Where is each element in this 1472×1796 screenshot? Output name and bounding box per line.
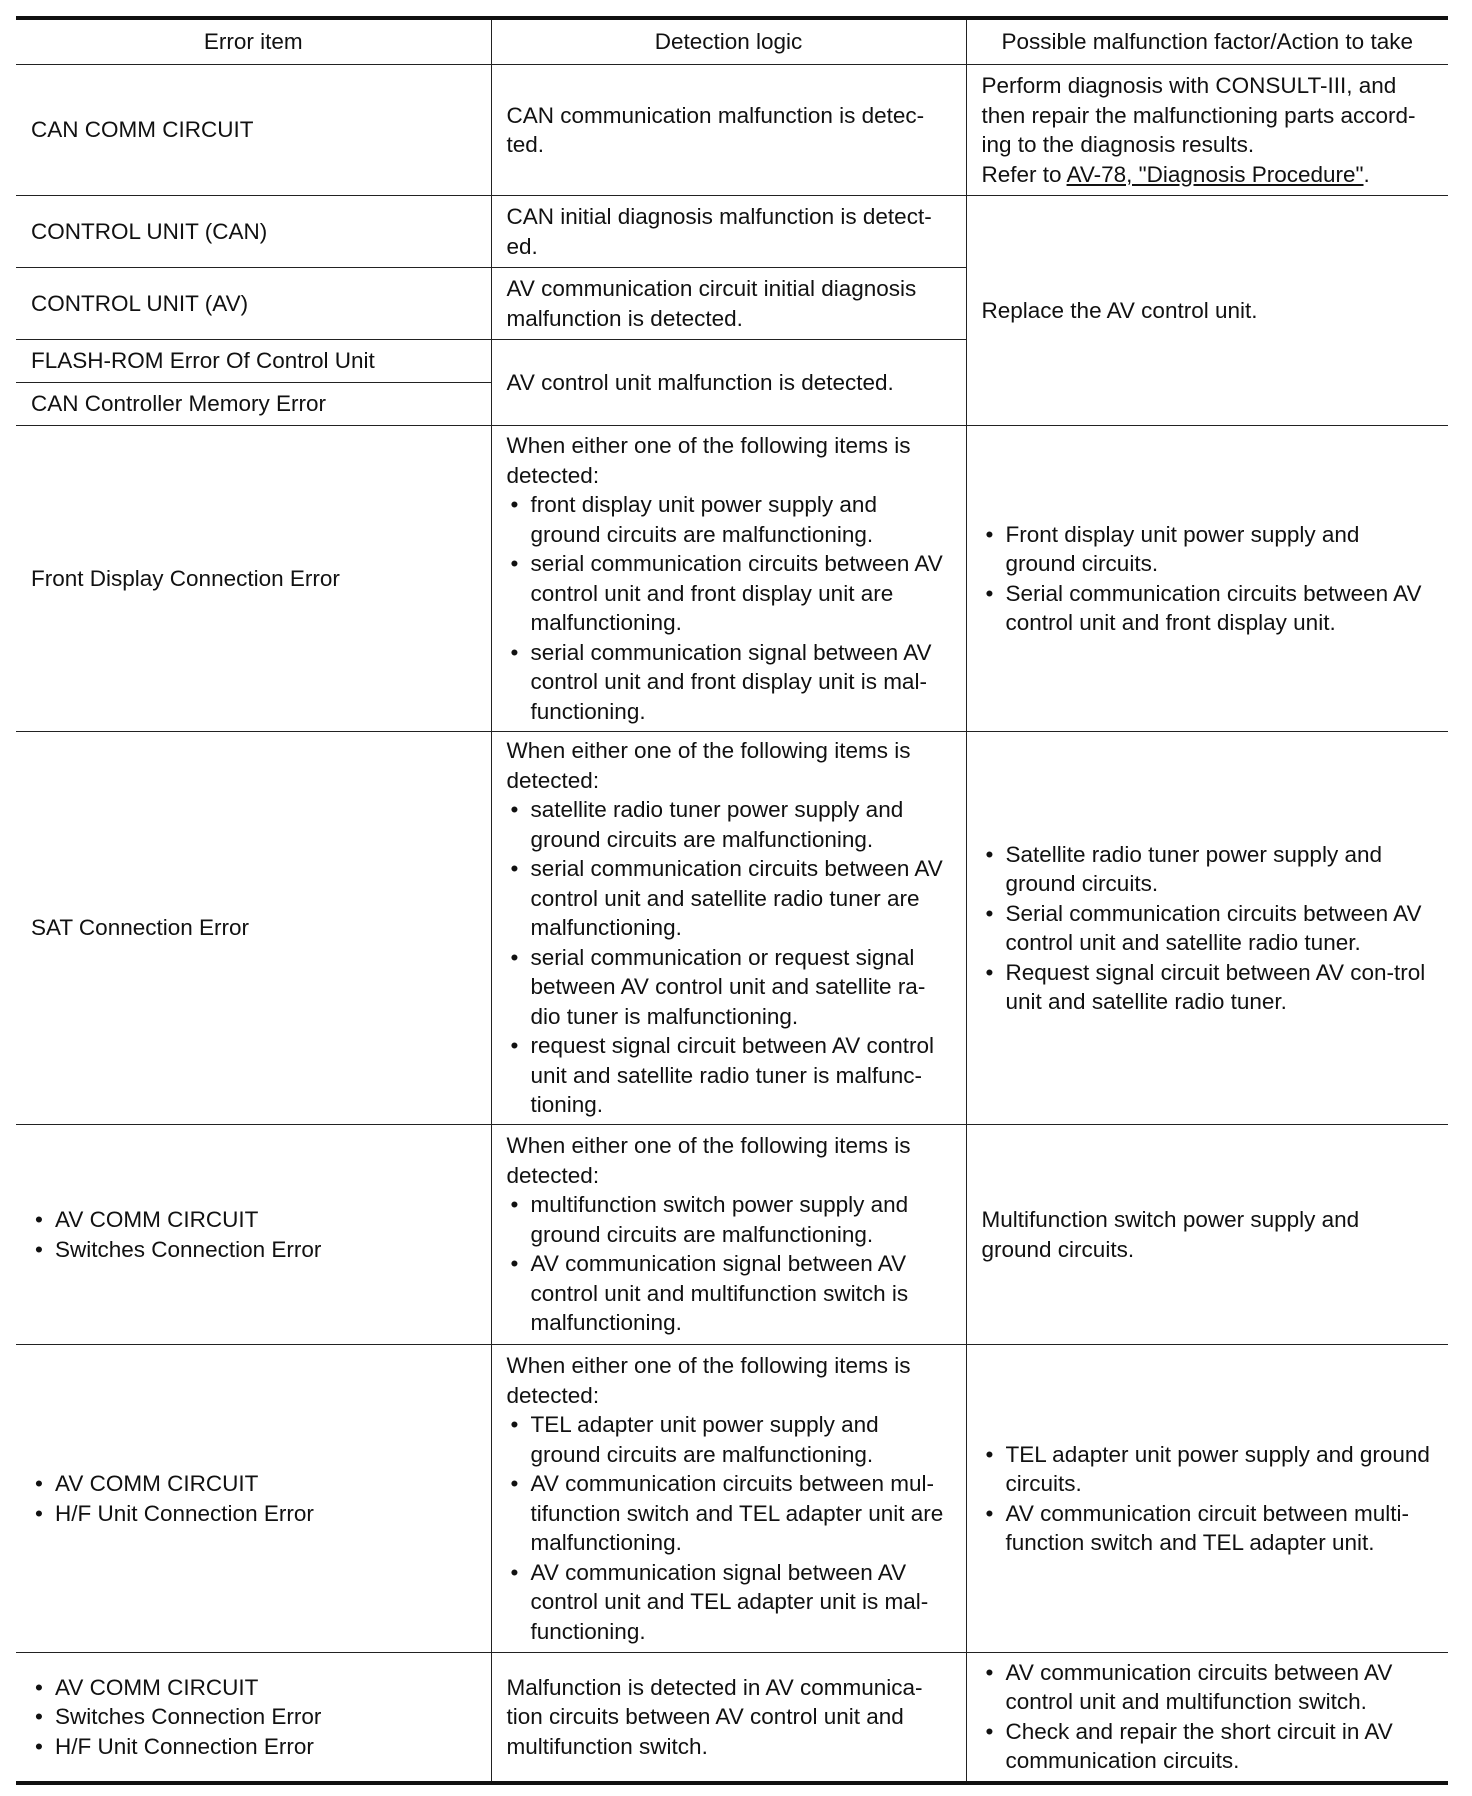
action-front-display (966, 426, 1448, 732)
list-item: • AV COMM CIRCUIT (31, 1205, 476, 1235)
table-row (16, 1345, 1448, 1653)
list-item: • AV COMM CIRCUIT (31, 1469, 476, 1499)
list-item: • serial communication signal between AV control unit and front display unit is mal-functioning. (507, 638, 951, 727)
list-item: • front display unit power supply and ground circuits are malfunctioning. (507, 490, 951, 549)
logic-intro: When either one of the following items is detected: (506, 433, 911, 488)
error-item-front-display: Front Display Connection Error (16, 426, 491, 732)
list-item: • serial communication or request signal between AV control unit and satellite ra-dio tuner is malfunctioning. (507, 943, 951, 1032)
list-item: • AV communication circuits between AV control unit and multifunction switch. (982, 1658, 1434, 1717)
action-sat (966, 732, 1448, 1125)
list-item: • TEL adapter unit power supply and ground circuits are malfunctioning. (507, 1410, 951, 1469)
list-item: • Switches Connection Error (31, 1235, 476, 1265)
error-item-control-av: CONTROL UNIT (AV) (16, 268, 491, 340)
table-row (16, 1653, 1448, 1783)
action-switches: Multifunction switch power supply and ground circuits. (966, 1125, 1448, 1345)
list-item: • Front display unit power supply and ground circuits. (982, 520, 1434, 579)
table-row (16, 65, 1448, 196)
logic-hf-unit (491, 1345, 966, 1653)
logic-list (507, 1410, 951, 1646)
error-list (31, 1673, 476, 1762)
list-item: • satellite radio tuner power supply and ground circuits are malfunctioning. (507, 795, 951, 854)
action-list (982, 840, 1434, 1017)
logic-av-unit: AV control unit malfunction is detected. (491, 340, 966, 426)
list-item: • Switches Connection Error (31, 1702, 476, 1732)
error-list (31, 1469, 476, 1528)
list-item: • serial communication circuits between AV control unit and front display unit are malfunctioning. (507, 549, 951, 638)
action-can-comm (966, 65, 1448, 196)
list-item: • Check and repair the short circuit in AV communication circuits. (982, 1717, 1434, 1776)
list-item: • Serial communication circuits between AV control unit and front display unit. (982, 579, 1434, 638)
logic-list (507, 1190, 951, 1338)
list-item: • Request signal circuit between AV con-trol unit and satellite radio tuner. (982, 958, 1434, 1017)
list-item: • AV communication signal between AV control unit and multifunction switch is malfunctioning. (507, 1249, 951, 1338)
header-error-item: Error item (16, 18, 491, 65)
error-item-control-can: CONTROL UNIT (CAN) (16, 196, 491, 268)
error-item-hf-unit (16, 1345, 491, 1653)
list-item: • request signal circuit between AV control unit and satellite radio tuner is malfunc-tioning. (507, 1031, 951, 1120)
action-combined (966, 1653, 1448, 1783)
table-row (16, 1125, 1448, 1345)
header-detection-logic: Detection logic (491, 18, 966, 65)
logic-sat (491, 732, 966, 1125)
list-item: • H/F Unit Connection Error (31, 1499, 476, 1529)
list-item: • Serial communication circuits between AV control unit and satellite radio tuner. (982, 899, 1434, 958)
error-item-can-comm: CAN COMM CIRCUIT (16, 65, 491, 196)
list-item: • multifunction switch power supply and ground circuits are malfunctioning. (507, 1190, 951, 1249)
logic-switches (491, 1125, 966, 1345)
error-item-sat: SAT Connection Error (16, 732, 491, 1125)
list-item: • serial communication circuits between AV control unit and satellite radio tuner are malfunctioning. (507, 854, 951, 943)
error-item-flash-rom: FLASH-ROM Error Of Control Unit (16, 340, 491, 383)
error-item-switches (16, 1125, 491, 1345)
refer-suffix: . (1363, 161, 1370, 187)
action-replace-av-unit: Replace the AV control unit. (966, 196, 1448, 426)
error-item-can-controller: CAN Controller Memory Error (16, 383, 491, 426)
list-item: • AV communication circuits between mul-tifunction switch and TEL adapter unit are malfunctioning. (507, 1469, 951, 1558)
error-list (31, 1205, 476, 1264)
header-action: Possible malfunction factor/Action to take (966, 18, 1448, 65)
error-diagnosis-table (16, 16, 1448, 1785)
table-row (16, 732, 1448, 1125)
refer-prefix: Refer to (981, 161, 1067, 187)
header-row (16, 18, 1448, 65)
logic-intro: When either one of the following items is detected: (506, 1133, 911, 1188)
diagnosis-procedure-link[interactable]: AV-78, "Diagnosis Procedure" (1066, 161, 1364, 187)
action-can-comm-refer (982, 160, 1434, 190)
logic-front-display (491, 426, 966, 732)
logic-intro: When either one of the following items is detected: (506, 738, 911, 793)
logic-combined: Malfunction is detected in AV communica-tion circuits between AV control unit and multifunction switch. (491, 1653, 966, 1783)
list-item: • AV communication circuit between multi-function switch and TEL adapter unit. (982, 1499, 1434, 1558)
list-item: • H/F Unit Connection Error (31, 1732, 476, 1762)
action-hf-unit (966, 1345, 1448, 1653)
logic-can-comm: CAN communication malfunction is detec-ted. (491, 65, 966, 196)
action-can-comm-text: Perform diagnosis with CONSULT-III, and then repair the malfunctioning parts accord-ing to the diagnosis results. (981, 73, 1416, 157)
action-list (982, 1658, 1434, 1776)
list-item: • AV communication signal between AV control unit and TEL adapter unit is mal-functioning. (507, 1558, 951, 1647)
logic-list (507, 795, 951, 1120)
table-row (16, 196, 1448, 268)
logic-control-av: AV communication circuit initial diagnosis malfunction is detected. (491, 268, 966, 340)
action-list (982, 520, 1434, 638)
logic-list (507, 490, 951, 726)
list-item: • Satellite radio tuner power supply and ground circuits. (982, 840, 1434, 899)
logic-intro: When either one of the following items is detected: (506, 1353, 911, 1408)
error-item-combined (16, 1653, 491, 1783)
table-row (16, 426, 1448, 732)
list-item: • AV COMM CIRCUIT (31, 1673, 476, 1703)
logic-control-can: CAN initial diagnosis malfunction is detect-ed. (491, 196, 966, 268)
action-list (982, 1440, 1434, 1558)
list-item: • TEL adapter unit power supply and ground circuits. (982, 1440, 1434, 1499)
